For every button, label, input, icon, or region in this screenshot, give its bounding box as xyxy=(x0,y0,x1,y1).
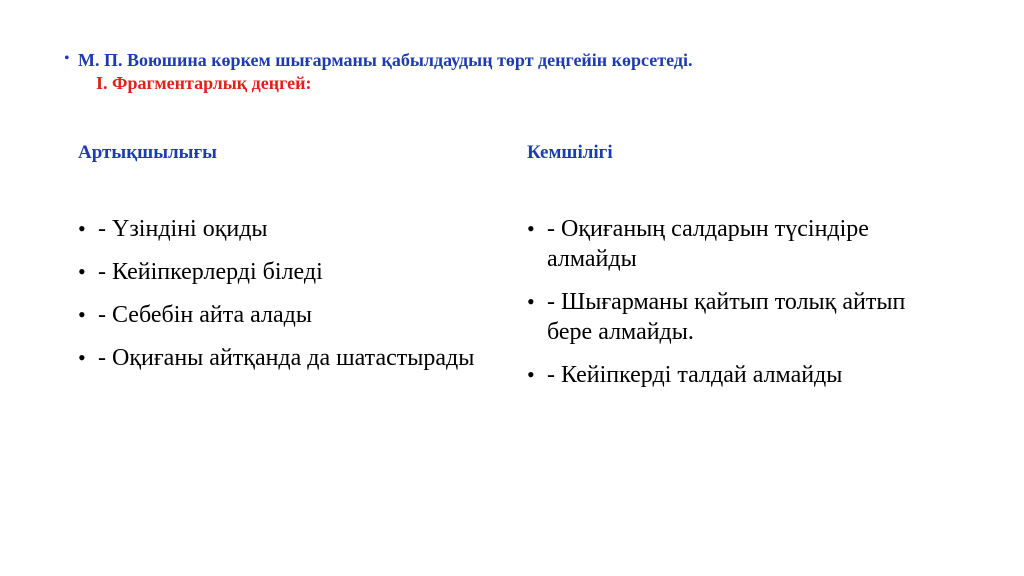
list-item xyxy=(78,257,478,287)
disadvantages-list xyxy=(527,214,947,403)
list-item xyxy=(527,360,947,390)
header-bullet-icon: • xyxy=(64,50,70,67)
list-item-text: - Себебін айта алады xyxy=(98,302,312,328)
list-item-text: - Кейіпкерлерді біледі xyxy=(98,259,323,285)
list-item-text: - Үзіндіні оқиды xyxy=(98,216,268,242)
bullet-icon: • xyxy=(78,345,86,370)
bullet-icon: • xyxy=(78,302,86,327)
advantages-heading: Артықшылығы xyxy=(78,142,217,163)
header-title: М. П. Воюшина көркем шығарманы қабылдаудың төрт деңгейін көрсетеді. xyxy=(78,50,693,70)
list-item-text: - Оқиғаның салдарын түсіндіре алмайды xyxy=(547,216,869,272)
list-item-text: - Кейіпкерді талдай алмайды xyxy=(547,362,843,388)
disadvantages-heading: Кемшілігі xyxy=(527,142,613,163)
bullet-icon: • xyxy=(78,259,86,284)
list-item xyxy=(78,300,478,330)
bullet-icon: • xyxy=(527,216,535,241)
header-subtitle: І. Фрагментарлық деңгей: xyxy=(96,73,312,93)
advantages-list xyxy=(78,214,478,386)
bullet-icon: • xyxy=(527,362,535,387)
list-item xyxy=(527,214,947,274)
list-item-text: - Оқиғаны айтқанда да шатастырады xyxy=(98,345,475,371)
list-item-text: - Шығарманы қайтып толық айтып бере алмайды. xyxy=(547,289,906,345)
bullet-icon: • xyxy=(527,289,535,314)
list-item xyxy=(527,287,947,347)
bullet-icon: • xyxy=(78,216,86,241)
slide-header xyxy=(64,48,978,94)
list-item xyxy=(78,343,478,373)
list-item xyxy=(78,214,478,244)
